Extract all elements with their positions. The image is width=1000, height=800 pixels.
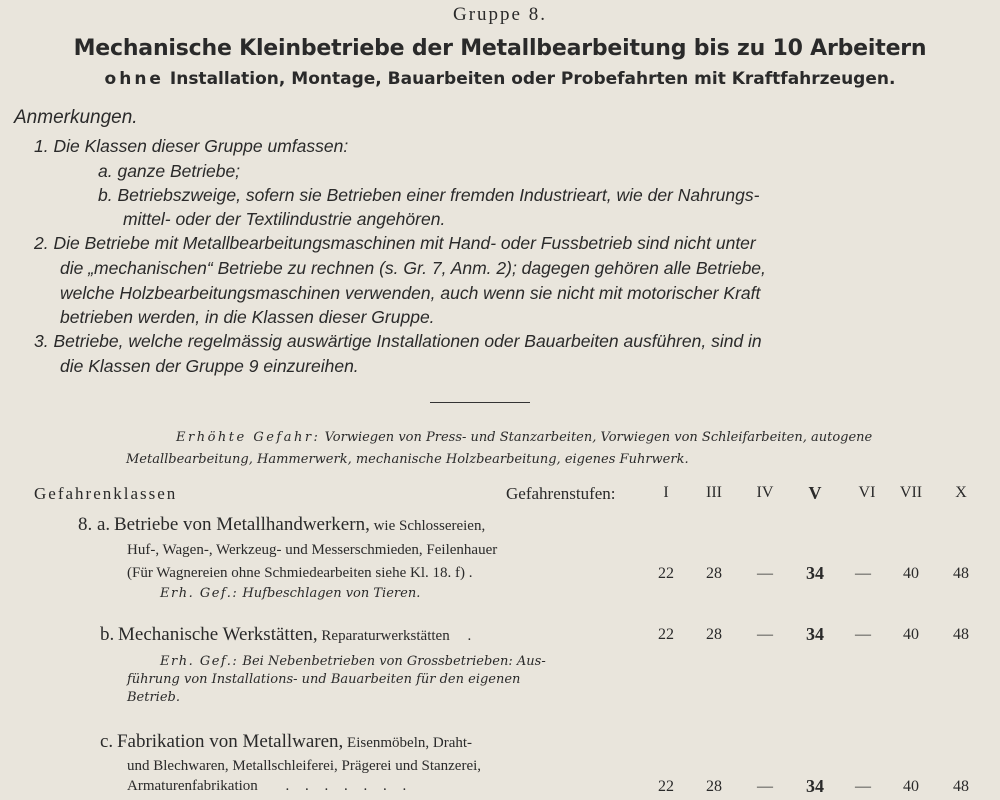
class-8a-line2: Huf-, Wagen-, Werkzeug- und Messerschmieden, Feilenhauer (127, 542, 498, 558)
class-8a-note (160, 586, 420, 601)
stages-column-header: Gefahrenstufen: (506, 484, 616, 503)
class-8b-value-I: 22 (658, 626, 674, 643)
note-line: b. Betriebszweige, sofern sie Betrieben einer fremden Industrieart, wie der Nahrungs- (98, 185, 760, 205)
class-8a-value-X: 48 (953, 565, 969, 582)
subtitle-rest: Installation, Montage, Bauarbeiten oder Probefahrten mit Kraftfahrzeugen. (169, 69, 896, 89)
class-8b-value-VI: — (855, 626, 871, 643)
class-8b-name: Mechanische Werkstätten, (118, 624, 318, 645)
class-8b-value-VII: 40 (903, 626, 919, 643)
stage-header-X: X (955, 484, 967, 501)
class-8a-number: 8. a. (78, 514, 111, 535)
note-line: 1. Die Klassen dieser Gruppe umfassen: (34, 136, 349, 156)
class-8b-value-IV: — (757, 626, 773, 643)
class-8a-value-VI: — (855, 565, 871, 582)
class-8a-note-text: Hufbeschlagen von Tieren. (242, 586, 421, 601)
stage-header-V: V (808, 483, 822, 503)
section-divider (430, 402, 530, 403)
note-line: welche Holzbearbeitungsmaschinen verwenden, auch wenn sie nicht mit motorischer Kraft (60, 283, 761, 303)
classes-column-header: Gefahrenklassen (34, 484, 178, 503)
class-8c-value-III: 28 (706, 778, 722, 795)
class-8c-line2: und Blechwaren, Metallschleiferei, Prägerei und Stanzerei, (127, 758, 482, 774)
class-8c-number: c. (100, 731, 114, 752)
class-8c-line3 (127, 778, 412, 795)
class-8a-value-IV: — (757, 565, 773, 582)
stage-header-I: I (663, 484, 669, 501)
stage-header-III: III (706, 484, 722, 501)
class-8b-note-line1 (160, 654, 546, 669)
class-8c-desc: Eisenmöbeln, Draht- (347, 735, 473, 751)
class-8b-note-text1: Bei Nebenbetrieben von Grossbetrieben: Aus- (242, 654, 546, 669)
class-8a-value-I: 22 (658, 565, 674, 582)
class-8c-line1 (100, 731, 472, 753)
note-line: betrieben werden, in die Klassen dieser Gruppe. (60, 307, 435, 327)
class-8c-value-X: 48 (953, 778, 969, 795)
stage-header-VI: VI (858, 484, 876, 501)
group-heading: Gruppe 8. (453, 4, 547, 25)
class-8a-value-VII: 40 (903, 565, 919, 582)
class-8b-value-III: 28 (706, 626, 722, 643)
class-8b-note-line2: führung von Installations- und Bauarbeiten für den eigenen (127, 672, 521, 687)
class-8b-value-V: 34 (806, 624, 824, 644)
note-line: die „mechanischen“ Betriebe zu rechnen (s. Gr. 7, Anm. 2); dagegen gehören alle Betriebe, (60, 258, 766, 278)
note-line: mittel- oder der Textilindustrie angehören. (123, 209, 446, 229)
increased-risk-label: Erhöhte Gefahr: (176, 430, 321, 445)
class-8c-leader-dots: . . . . . . . (285, 778, 413, 794)
group-subtitle (0, 69, 1000, 89)
note-line: 2. Die Betriebe mit Metallbearbeitungsmaschinen mit Hand- oder Fussbetrieb sind nicht unter (34, 233, 756, 253)
class-8b-number: b. (100, 624, 115, 645)
class-8a-desc: wie Schlossereien, (373, 518, 486, 534)
class-8c-name: Fabrikation von Metallwaren, (116, 731, 344, 752)
class-8b-value-X: 48 (953, 626, 969, 643)
increased-risk-line2: Metallbearbeitung, Hammerwerk, mechanische Holzbearbeitung, eigenes Fuhrwerk. (126, 452, 689, 467)
class-8b-note-label: Erh. Gef.: (160, 654, 239, 669)
increased-risk-text: Vorwiegen von Press- und Stanzarbeiten, Vorwiegen von Schleifarbeiten, autogene (324, 430, 873, 445)
class-8c-value-I: 22 (658, 778, 674, 795)
class-8a-value-V: 34 (806, 563, 824, 583)
class-8a-note-label: Erh. Gef.: (160, 586, 239, 601)
stage-header-IV: IV (756, 484, 774, 501)
note-line: die Klassen der Gruppe 9 einzureihen. (60, 356, 359, 376)
class-8a-value-III: 28 (706, 565, 722, 582)
subtitle-spaced-word: ohne (104, 69, 164, 89)
class-8a-name: Betriebe von Metallhandwerkern, (113, 514, 370, 535)
class-8c-value-V: 34 (806, 776, 824, 796)
stage-header-VII: VII (899, 484, 923, 501)
class-8b-desc: Reparaturwerkstätten (321, 628, 450, 644)
class-8a-line3 (127, 565, 472, 582)
class-8a-line1 (78, 514, 485, 536)
class-8b-leader-dots: . (467, 628, 472, 644)
class-8c-line3-text: Armaturenfabrikation (127, 778, 258, 794)
note-line: 3. Betriebe, welche regelmässig auswärtige Installationen oder Bauarbeiten ausführen, sind in (34, 331, 762, 351)
class-8c-value-VI: — (855, 778, 871, 795)
group-title: Mechanische Kleinbetriebe der Metallbearbeitung bis zu 10 Arbeitern (73, 36, 927, 61)
class-8b-note-line3: Betrieb. (127, 690, 180, 705)
class-8b-line1 (100, 624, 471, 646)
class-8c-value-VII: 40 (903, 778, 919, 795)
note-line: a. ganze Betriebe; (98, 161, 241, 181)
class-8a-leader-dots: . (468, 565, 473, 581)
notes-heading: Anmerkungen. (14, 107, 138, 128)
class-8c-value-IV: — (757, 778, 773, 795)
increased-risk-line1 (176, 430, 872, 445)
class-8a-line3-text: (Für Wagnereien ohne Schmiedearbeiten siehe Kl. 18. f) (127, 565, 465, 581)
